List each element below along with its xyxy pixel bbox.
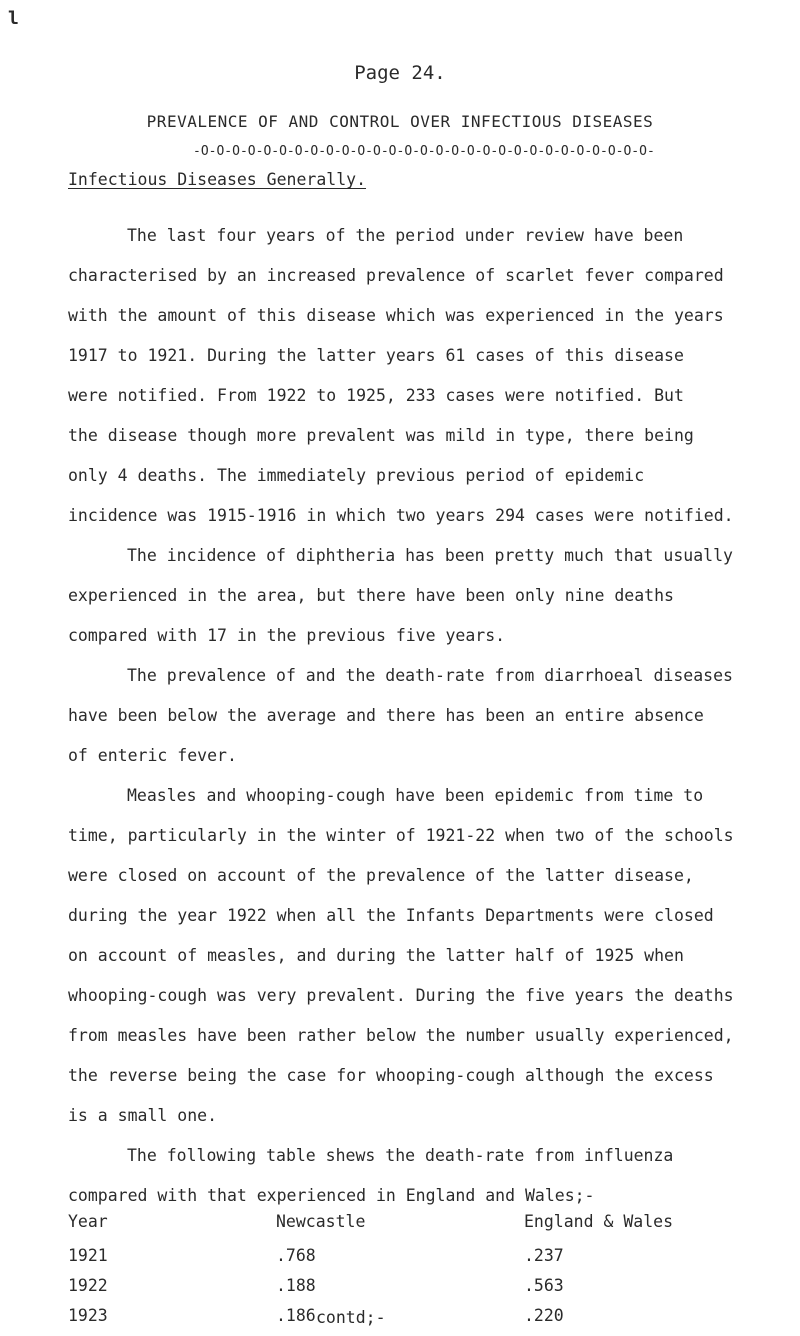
body-line: with the amount of this disease which was experienced in the years xyxy=(68,306,724,325)
body-line: incidence was 1915-1916 in which two years 294 cases were notified. xyxy=(68,506,734,525)
body-line: were closed on account of the prevalence of the latter disease, xyxy=(68,866,694,885)
table-cell: .563 xyxy=(524,1276,564,1295)
body-line: 1917 to 1921. During the latter years 61 cases of this disease xyxy=(68,346,684,365)
body-line: Measles and whooping-cough have been epidemic from time to xyxy=(127,786,704,805)
header-newcastle: Newcastle xyxy=(276,1212,366,1231)
body-line: The following table shews the death-rate from influenza xyxy=(127,1146,674,1165)
body-line: whooping-cough was very prevalent. During the five years the deaths xyxy=(68,986,734,1005)
table-cell: .220 xyxy=(524,1306,564,1325)
body-line: compared with 17 in the previous five years. xyxy=(68,626,506,645)
body-line: were notified. From 1922 to 1925, 233 cases were notified. But xyxy=(68,386,684,405)
table-cell: 1922 xyxy=(68,1276,108,1295)
section-title: PREVALENCE OF AND CONTROL OVER INFECTIOUS DISEASES xyxy=(146,112,654,131)
body-line: time, particularly in the winter of 1921-22 when two of the schools xyxy=(68,826,734,845)
header-year: Year xyxy=(68,1212,108,1231)
table-cell: 1923 xyxy=(68,1306,108,1325)
body-line: characterised by an increased prevalence of scarlet fever compared xyxy=(68,266,724,285)
table-cell: .768 xyxy=(276,1246,316,1265)
table-cell: .237 xyxy=(524,1246,564,1265)
body-line: The prevalence of and the death-rate from diarrhoeal diseases xyxy=(127,666,733,685)
table-cell: .188 xyxy=(276,1276,316,1295)
body-line: during the year 1922 when all the Infants Departments were closed xyxy=(68,906,714,925)
body-line: compared with that experienced in England and Wales;- xyxy=(68,1186,595,1205)
page-number: Page 24. xyxy=(354,62,446,84)
body-line: have been below the average and there has been an entire absence xyxy=(68,706,704,725)
body-line: the disease though more prevalent was mild in type, there being xyxy=(68,426,694,445)
body-line: The incidence of diphtheria has been pretty much that usually xyxy=(127,546,733,565)
body-line: of enteric fever. xyxy=(68,746,237,765)
body-line: experienced in the area, but there have been only nine deaths xyxy=(68,586,674,605)
body-line: on account of measles, and during the latter half of 1925 when xyxy=(68,946,684,965)
body-line: only 4 deaths. The immediately previous period of epidemic xyxy=(68,466,645,485)
continued-note: contd;- xyxy=(316,1308,386,1327)
table-cell: .186 xyxy=(276,1306,316,1325)
header-england-wales: England & Wales xyxy=(524,1212,674,1231)
section-heading: Infectious Diseases Generally. xyxy=(68,170,367,189)
margin-mark: l xyxy=(8,8,19,29)
body-line: from measles have been rather below the number usually experienced, xyxy=(68,1026,734,1045)
decorative-rule: -O-O-O-O-O-O-O-O-O-O-O-O-O-O-O-O-O-O-O-O-O-O-O-O-O-O-O-O-O- xyxy=(193,144,655,159)
body-line: the reverse being the case for whooping-cough although the excess xyxy=(68,1066,714,1085)
table-cell: 1921 xyxy=(68,1246,108,1265)
body-line: is a small one. xyxy=(68,1106,218,1125)
body-line: The last four years of the period under review have been xyxy=(127,226,684,245)
